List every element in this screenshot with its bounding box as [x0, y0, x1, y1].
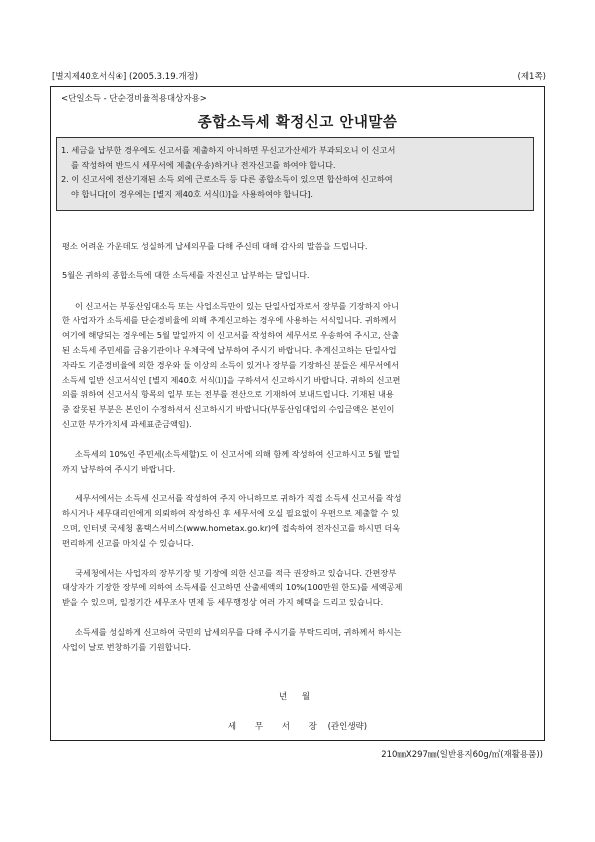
paragraph-line: 사업이 날로 번창하기를 기원합니다.	[62, 641, 192, 652]
paragraph-line: 까지 납부하여 주시기 바랍니다.	[62, 463, 176, 474]
paragraph-line: 소득세의 10%인 주민세(소득세할)도 이 신고서에 의해 함께 작성하여 신고하시고 5월 말일	[75, 448, 400, 459]
paragraph-line: 의를 위하여 신고서식 항목의 일부 또는 전부를 전산으로 기재하여 보내드립니다. 기재된 내용	[62, 389, 394, 400]
paragraph-line: 국세청에서는 사업자의 장부기장 및 기장에 의한 신고를 적극 권장하고 있습니다. 간편장부	[75, 567, 397, 578]
notice-box	[56, 137, 534, 211]
page-label: (제1쪽)	[517, 72, 546, 82]
notice-line: 1. 세금을 납부한 경우에도 신고서를 제출하지 아니하면 무신고가산세가 부과되오니 이 신고서	[61, 145, 396, 155]
paragraph-line: 여기에 해당되는 경우에는 5월 말일까지 이 신고서를 작성하여 세무서로 우송하여 주시고, 산출	[62, 330, 399, 341]
office-name: 세 무 서 장	[227, 722, 325, 732]
paragraph-line: 된 소득세 주민세를 금융기관이나 우체국에 납부하여 주시기 바랍니다. 추계신고하는 단일사업	[62, 344, 397, 355]
paragraph-line: 신고한 부가가치세 과세표준금액임).	[62, 418, 192, 429]
document-subtitle: <단일소득 - 단순경비율적용대상자용>	[61, 94, 207, 104]
paragraph-line: 받을 수 있으며, 일정기간 세무조사 면제 등 세무행정상 여러 가지 혜택을 드리고 있습니다.	[62, 597, 384, 608]
paper-spec: 210㎜X297㎜(일반용지60g/㎡(재활용품))	[381, 750, 543, 760]
paragraph-line: 세무서에서는 소득세 신고서를 작성하여 주지 아니하므로 귀하가 직접 소득세 신고서를 작성	[75, 493, 402, 504]
seal-note: (관인생략)	[327, 722, 368, 732]
paragraph-line: 대상자가 기장한 장부에 의하여 소득세를 신고하면 산출세액의 10%(100만원 한도)를 세액공제	[62, 582, 403, 593]
paragraph-line: 중 잘못된 부분은 본인이 수정하셔서 신고하시기 바랍니다(부동산임대업의 수입금액은 본인이	[62, 404, 395, 415]
paragraph-line: 이 신고서는 부동산임대소득 또는 사업소득만이 있는 단일사업자로서 장부를 기장하지 아니	[75, 300, 399, 311]
document-title: 종합소득세 확정신고 안내말씀	[197, 115, 398, 131]
paragraph-line: 하시거나 세무대리인에게 의뢰하여 작성하신 후 세무서에 오실 필요없이 우편으로 제출할 수 있	[62, 508, 400, 519]
paragraph-line: 편리하게 신고를 마치실 수 있습니다.	[62, 537, 194, 548]
form-code: [별지제40호서식④] (2005.3.19.개정)	[52, 72, 199, 82]
document-frame	[50, 86, 545, 741]
paragraph-line: 자라도 기준경비율에 의한 경우와 둘 이상의 소득이 있거나 장부를 기장하신 분들은 세무서에서	[62, 359, 400, 370]
paragraph-line: 평소 어려운 가운데도 성실하게 납세의무를 다해 주신데 대해 감사의 말씀을 드립니다.	[62, 241, 368, 251]
paragraph-line: 5월은 귀하의 종합소득에 대한 소득세를 자진신고 납부하는 달입니다.	[62, 269, 310, 280]
paragraph-line: 소득세를 성실하게 신고하여 국민의 납세의무를 다해 주시기를 부탁드리며, 귀하께서 하시는	[75, 626, 402, 637]
notice-line: 야 합니다[이 경우에는 [별지 제40호 서식⑴]을 사용하여야 합니다].	[71, 188, 314, 199]
signature-line	[51, 720, 544, 732]
paragraph-line: 으며, 인터넷 국세청 홈택스서비스(www.hometax.go.kr)에 접속하여 전자신고를 하시면 더욱	[62, 522, 401, 533]
letter-body	[62, 239, 534, 655]
paragraph-line: 소득세 일반 신고서식인 [별지 제40호 서식⑴]을 구하셔서 신고하시기 바랍니다. 귀하의 신고편	[62, 374, 401, 385]
notice-line: 를 작성하여 반드시 세무서에 제출(우송)하거나 전자신고를 하여야 합니다.	[71, 159, 336, 170]
date-line: 년 월	[278, 692, 317, 702]
paragraph-line: 한 사업자가 소득세를 단순경비율에 의해 추계신고하는 경우에 사용하는 서식입니다. 귀하께서	[62, 315, 397, 326]
notice-line: 2. 이 신고서에 전산기재된 소득 외에 근로소득 등 다른 종합소득이 있으면 합산하여 신고하여	[61, 174, 393, 185]
